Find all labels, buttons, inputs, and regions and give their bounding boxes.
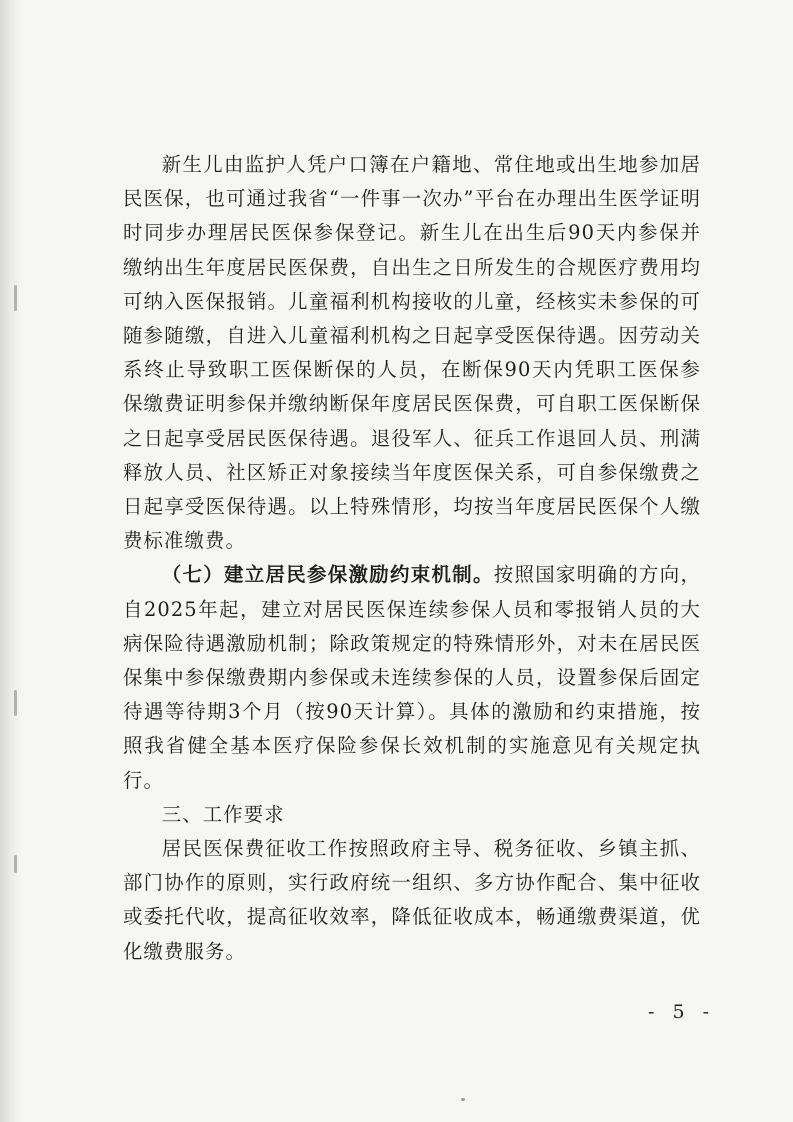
binding-mark [14, 285, 17, 311]
document-body [123, 148, 701, 969]
scan-shadow [0, 0, 22, 1122]
paragraph-collection-work: 居民医保费征收工作按照政府主导、税务征收、乡镇主抓、部门协作的原则，实行政府统一组织、多方协作配合、集中征收或委托代收，提高征收效率，降低征收成本，畅通缴费渠道，优化缴费服务。 [123, 837, 701, 963]
binding-mark [14, 855, 17, 873]
page-number: - 5 - [648, 1001, 716, 1023]
scan-speck [461, 1098, 465, 1101]
section-heading: 三、工作要求 [161, 802, 285, 826]
paragraph-lead-heading: （七）建立居民参保激励约束机制。 [161, 563, 494, 587]
paragraph-incentive-mechanism [123, 558, 701, 797]
paragraph-newborn-enrollment: 新生儿由监护人凭户口簿在户籍地、常住地或出生地参加居民医保，也可通过我省“一件事一次办”平台在办理出生医学证明时同步办理居民医保参保登记。新生儿在出生后90天内参保并缴纳出生年度居民医保费，自出生之日所发生的合规医疗费用均可纳入医保报销。儿童福利机构接收的儿童，经核实未参保的可随参随缴，自进入儿童福利机构之日起享受医保待遇。因劳动关系终止导致职工医保断保的人员，在断保90天内凭职工医保参保缴费证明参保并缴纳断保年度居民医保费，可自职工医保断保之日起享受居民医保待遇。退役军人、征兵工作退回人员、刑满释放人员、社区矫正对象接续当年度医保关系，可自参保缴费之日起享受医保待遇。以上特殊情形，均按当年度居民医保个人缴费标准缴费。 [123, 153, 701, 553]
binding-mark [14, 690, 17, 716]
paragraph-body: 按照国家明确的方向，自2025年起，建立对居民医保连续参保人员和零报销人员的大病保险待遇激励机制；除政策规定的特殊情形外，对未在居民医保集中参保缴费期内参保或未连续参保的人员，设置参保后固定待遇等待期3个月（按90天计算）。具体的激励和约束措施，按照我省健全基本医疗保险参保长效机制的实施意见有关规定执行。 [123, 563, 702, 792]
